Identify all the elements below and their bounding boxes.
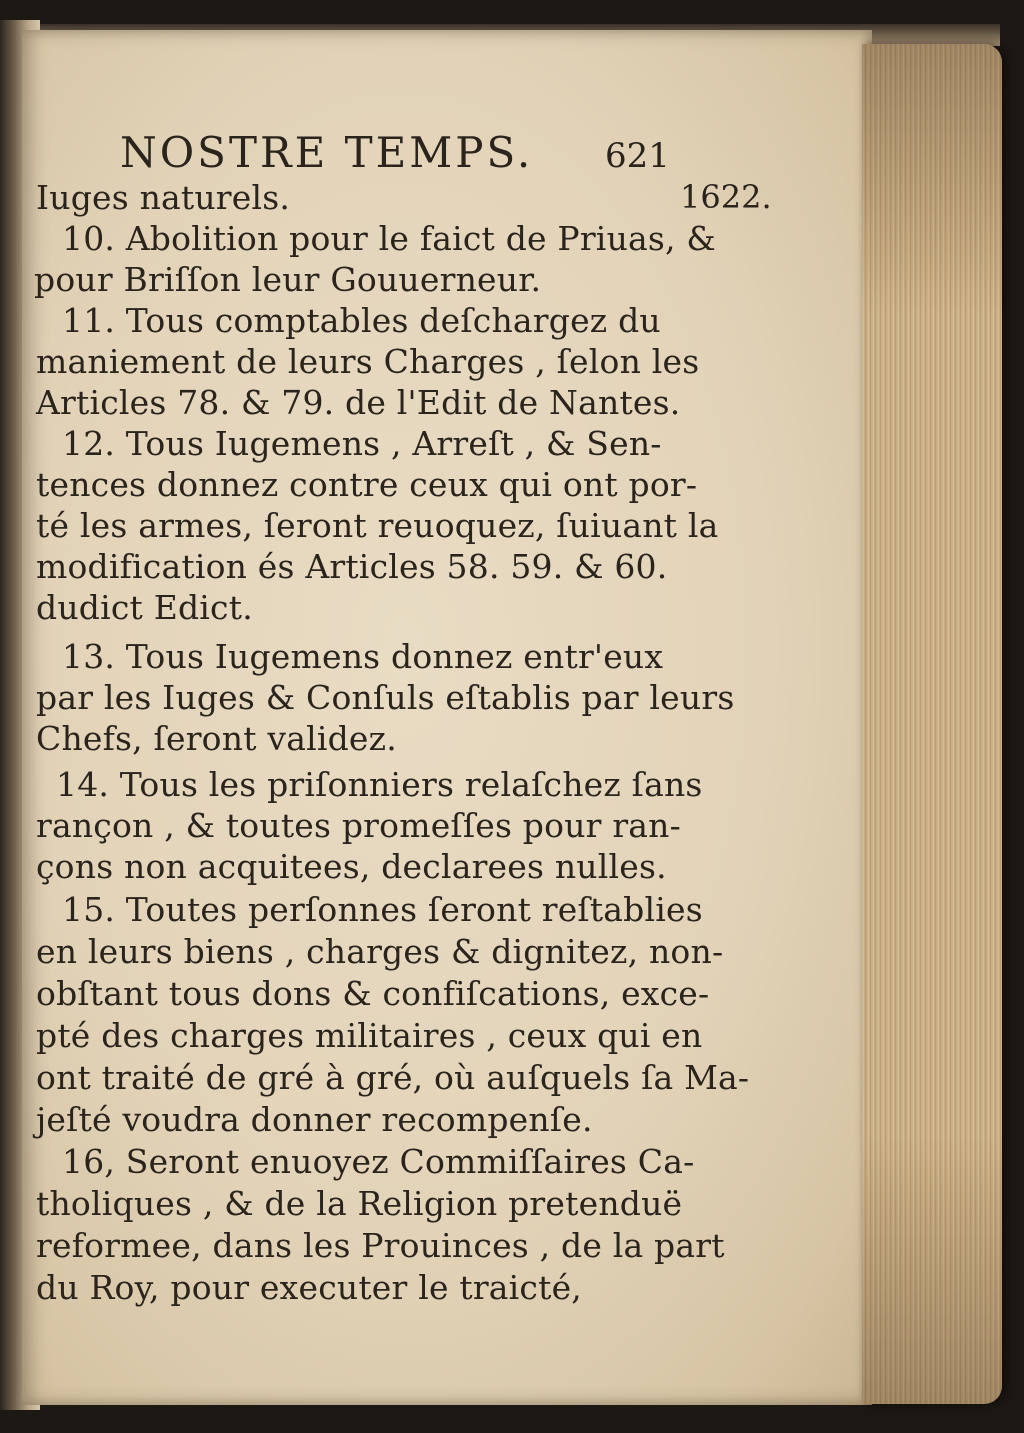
text-line: reformee, dans les Prouinces , de la part [36,1226,725,1265]
text-line: 15. Toutes perſonnes ſeront reſtablies [62,890,703,929]
page-number: 621 [605,136,670,176]
text-line: Chefs, ſeront validez. [36,719,397,758]
text-line: çons non acquitees, declarees nulles. [36,847,667,886]
page-fore-edge-shade [862,44,1002,1404]
text-line: 11. Tous comptables deſchargez du [62,301,661,340]
text-line: obſtant tous dons & confiſcations, exce- [36,974,710,1013]
text-line: dudict Edict. [36,588,253,627]
text-line: tences donnez contre ceux qui ont por- [36,465,698,504]
running-head: NOSTRE TEMPS. [120,128,534,177]
text-line: jeſté voudra donner recompenſe. [36,1100,593,1139]
text-line: 16, Seront enuoyez Commiſſaires Ca- [62,1142,695,1181]
text-line: 10. Abolition pour le faict de Priuas, & [62,219,716,258]
text-line: Iuges naturels. [36,178,291,217]
text-line: té les armes, ſeront reuoquez, ſuiuant la [36,506,719,545]
text-line: 14. Tous les priſonniers relaſchez ſans [56,765,703,804]
text-line: du Roy, pour executer le traicté, [36,1268,582,1307]
text-line: par les Iuges & Conſuls eſtablis par leurs [36,678,735,717]
text-line: pté des charges militaires , ceux qui en [36,1016,703,1055]
text-line: ont traité de gré à gré, où auſquels ſa Ma- [36,1058,750,1097]
text-line: en leurs biens , charges & dignitez, non- [36,932,724,971]
text-line: Articles 78. & 79. de l'Edit de Nantes. [36,383,681,422]
text-line: pour Briſſon leur Gouuerneur. [34,260,542,299]
text-line: modification és Articles 58. 59. & 60. [36,547,668,586]
text-line: rançon , & toutes promeſſes pour ran- [36,806,681,845]
text-line: 12. Tous Iugemens , Arreſt , & Sen- [62,424,662,463]
text-line: tholiques , & de la Religion pretenduë [36,1184,683,1223]
text-line: 13. Tous Iugemens donnez entr'eux [62,637,664,676]
margin-year: 1622. [680,178,772,216]
text-line: maniement de leurs Charges , ſelon les [36,342,700,381]
